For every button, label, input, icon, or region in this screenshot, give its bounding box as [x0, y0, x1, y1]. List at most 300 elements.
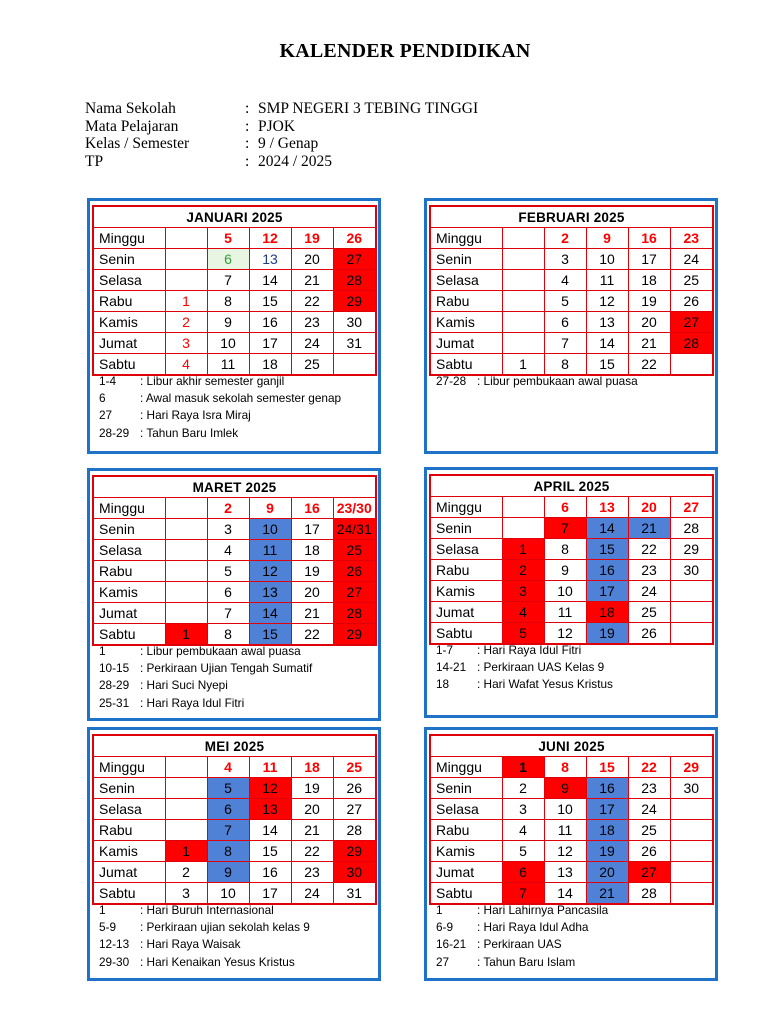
note-text: : Hari Lahirnya Pancasila: [477, 903, 609, 917]
week-row: [430, 518, 713, 539]
day-name: Rabu: [430, 560, 502, 581]
date-cell: 9: [544, 560, 586, 581]
date-cell: 25: [628, 602, 670, 623]
date-cell: 11: [207, 354, 249, 376]
note-text: : Libur pembukaan awal puasa: [140, 644, 301, 658]
date-cell: 2: [502, 778, 544, 799]
date-cell: 16: [291, 498, 333, 519]
date-cell: 3: [544, 249, 586, 270]
day-name: Jumat: [93, 862, 165, 883]
week-row: [93, 291, 376, 312]
week-row: [430, 291, 713, 312]
date-cell: 13: [544, 862, 586, 883]
month-notes: [436, 642, 716, 694]
date-cell: 8: [544, 354, 586, 376]
date-cell: [165, 540, 207, 561]
week-row: [93, 249, 376, 270]
info-label: TP: [85, 152, 104, 170]
date-cell: 31: [333, 883, 376, 905]
date-cell: 20: [586, 862, 628, 883]
week-row: [430, 333, 713, 354]
date-cell: 16: [249, 312, 291, 333]
date-cell: 4: [207, 540, 249, 561]
day-name: Kamis: [430, 581, 502, 602]
day-name: Selasa: [430, 799, 502, 820]
note-date: 1: [99, 644, 106, 658]
note-date: 18: [436, 677, 450, 692]
date-cell: 14: [586, 333, 628, 354]
note-text: : Perkiraan ujian sekolah kelas 9: [140, 920, 310, 935]
info-value: 9 / Genap: [258, 135, 319, 152]
date-cell: 10: [249, 519, 291, 540]
date-cell: 9: [544, 778, 586, 799]
date-cell: [670, 602, 713, 623]
week-row: [93, 862, 376, 883]
day-name: Sabtu: [430, 883, 502, 905]
date-cell: 6: [207, 582, 249, 603]
note-line: [436, 676, 716, 693]
date-cell: 11: [544, 820, 586, 841]
week-row: [430, 354, 713, 376]
note-text: : Tahun Baru Imlek: [140, 425, 239, 440]
day-name: Senin: [93, 249, 165, 270]
date-cell: 17: [586, 581, 628, 602]
date-cell: 18: [291, 757, 333, 778]
week-row: [93, 820, 376, 841]
date-cell: [670, 799, 713, 820]
date-cell: 23: [291, 862, 333, 883]
date-cell: 12: [544, 841, 586, 862]
date-cell: 13: [586, 312, 628, 333]
week-row: [430, 841, 713, 862]
week-row: [93, 228, 376, 249]
date-cell: 2: [207, 498, 249, 519]
date-cell: 10: [207, 333, 249, 354]
week-row: [430, 883, 713, 905]
date-cell: 9: [207, 312, 249, 333]
month-title: JANUARI 2025: [93, 206, 376, 228]
week-row: [430, 249, 713, 270]
date-cell: 21: [586, 883, 628, 905]
note-text: : Libur akhir semester ganjil: [140, 374, 285, 388]
date-cell: 19: [291, 561, 333, 582]
date-cell: 20: [291, 249, 333, 270]
month-june: [424, 727, 718, 981]
date-cell: 16: [249, 862, 291, 883]
date-cell: 19: [586, 623, 628, 645]
date-cell: 27: [670, 312, 713, 333]
date-cell: 7: [544, 333, 586, 354]
note-line: [99, 936, 379, 953]
note-date: 28-29: [99, 678, 130, 693]
info-value: 2024 / 2025: [258, 152, 333, 170]
note-date: 27-28: [436, 374, 467, 388]
date-cell: 15: [249, 291, 291, 312]
note-line: [99, 643, 379, 660]
date-cell: 25: [333, 540, 376, 561]
date-cell: 3: [165, 333, 207, 354]
month-title: MEI 2025: [93, 735, 376, 757]
date-cell: 23/30: [333, 498, 376, 519]
week-row: [430, 228, 713, 249]
day-name: Senin: [430, 518, 502, 539]
month-january: [87, 198, 381, 454]
date-cell: 10: [544, 581, 586, 602]
date-cell: 15: [249, 841, 291, 862]
note-text: : Hari Kenaikan Yesus Kristus: [140, 954, 295, 969]
date-cell: 26: [333, 778, 376, 799]
date-cell: [502, 228, 544, 249]
date-cell: 7: [207, 820, 249, 841]
day-name: Kamis: [93, 312, 165, 333]
note-text: : Hari Suci Nyepi: [140, 678, 228, 693]
date-cell: 4: [502, 602, 544, 623]
date-cell: 1: [165, 291, 207, 312]
date-cell: 15: [586, 757, 628, 778]
note-text: : Hari Raya Idul Fitri: [140, 695, 245, 710]
day-name: Minggu: [93, 757, 165, 778]
week-row: [430, 312, 713, 333]
info-separator: :: [245, 100, 250, 117]
date-cell: 4: [165, 354, 207, 376]
date-cell: 9: [207, 862, 249, 883]
date-cell: [165, 799, 207, 820]
day-name: Minggu: [430, 497, 502, 518]
info-row-school: [85, 100, 478, 118]
date-cell: 5: [502, 623, 544, 645]
day-name: Rabu: [93, 291, 165, 312]
note-date: 27: [436, 954, 450, 969]
date-cell: 19: [291, 228, 333, 249]
date-cell: [502, 270, 544, 291]
note-date: 29-30: [99, 954, 130, 969]
week-row: [430, 623, 713, 645]
date-cell: 2: [502, 560, 544, 581]
date-cell: [670, 862, 713, 883]
note-text: : Hari Raya Waisak: [140, 937, 241, 952]
date-cell: [502, 249, 544, 270]
date-cell: 23: [628, 778, 670, 799]
date-cell: 17: [586, 799, 628, 820]
date-cell: 2: [165, 862, 207, 883]
week-row: [430, 539, 713, 560]
date-cell: 5: [207, 228, 249, 249]
date-cell: 6: [544, 312, 586, 333]
day-name: Rabu: [93, 561, 165, 582]
date-cell: 5: [502, 841, 544, 862]
note-date: 6: [99, 391, 106, 406]
note-line: [99, 954, 379, 971]
note-text: : Tahun Baru Islam: [477, 954, 576, 969]
note-line: [99, 425, 379, 442]
date-cell: [165, 498, 207, 519]
week-row: [93, 519, 376, 540]
date-cell: 27: [670, 497, 713, 518]
date-cell: 8: [544, 539, 586, 560]
date-cell: 15: [586, 354, 628, 376]
info-row-class: [85, 135, 478, 153]
day-name: Rabu: [430, 820, 502, 841]
day-name: Senin: [430, 249, 502, 270]
note-line: [436, 373, 716, 390]
date-cell: 18: [586, 820, 628, 841]
day-name: Kamis: [93, 841, 165, 862]
date-cell: 22: [628, 354, 670, 376]
date-cell: 26: [333, 561, 376, 582]
day-name: Minggu: [430, 228, 502, 249]
day-name: Jumat: [93, 333, 165, 354]
date-cell: 11: [249, 757, 291, 778]
note-line: [436, 642, 716, 659]
date-cell: 27: [333, 582, 376, 603]
week-row: [93, 603, 376, 624]
date-cell: 26: [628, 623, 670, 645]
note-date: 14-21: [436, 660, 467, 675]
date-cell: 12: [544, 623, 586, 645]
date-cell: [670, 581, 713, 602]
date-cell: 17: [291, 519, 333, 540]
info-value: PJOK: [258, 117, 296, 135]
month-title: APRIL 2025: [430, 475, 713, 497]
date-cell: 12: [249, 228, 291, 249]
date-cell: 31: [333, 333, 376, 354]
date-cell: 20: [628, 497, 670, 518]
date-cell: 20: [291, 799, 333, 820]
week-row: [93, 561, 376, 582]
week-row: [430, 270, 713, 291]
calendar-table: [429, 205, 714, 376]
note-text: : Awal masuk sekolah semester genap: [140, 391, 342, 406]
day-name: Senin: [430, 778, 502, 799]
day-name: Kamis: [430, 312, 502, 333]
week-row: [430, 757, 713, 778]
date-cell: 5: [207, 561, 249, 582]
note-text: : Perkiraan UAS: [477, 937, 562, 952]
date-cell: 8: [207, 291, 249, 312]
date-cell: [670, 841, 713, 862]
day-name: Sabtu: [430, 623, 502, 645]
date-cell: 24: [628, 799, 670, 820]
date-cell: 27: [333, 799, 376, 820]
date-cell: 24: [291, 333, 333, 354]
date-cell: 28: [333, 820, 376, 841]
month-february: [424, 198, 718, 454]
date-cell: [502, 333, 544, 354]
week-row: [430, 581, 713, 602]
date-cell: 1: [165, 624, 207, 646]
day-name: Senin: [93, 519, 165, 540]
date-cell: 4: [502, 820, 544, 841]
date-cell: 25: [628, 820, 670, 841]
date-cell: 6: [544, 497, 586, 518]
date-cell: 11: [544, 602, 586, 623]
note-text: : Hari Raya Idul Adha: [477, 920, 589, 935]
calendar-table: [429, 734, 714, 905]
date-cell: 16: [628, 228, 670, 249]
date-cell: 8: [544, 757, 586, 778]
date-cell: [165, 820, 207, 841]
date-cell: [670, 820, 713, 841]
info-separator: :: [245, 117, 250, 135]
date-cell: 28: [333, 603, 376, 624]
note-text: : Hari Raya Isra Miraj: [140, 408, 251, 423]
date-cell: [165, 519, 207, 540]
week-row: [93, 841, 376, 862]
date-cell: [165, 228, 207, 249]
date-cell: 21: [628, 518, 670, 539]
day-name: Minggu: [93, 498, 165, 519]
month-notes: [436, 373, 716, 390]
info-label: Kelas / Semester: [85, 135, 190, 152]
note-date: 1: [99, 903, 106, 917]
date-cell: 14: [586, 518, 628, 539]
note-date: 10-15: [99, 661, 130, 676]
date-cell: 30: [333, 312, 376, 333]
date-cell: [165, 778, 207, 799]
date-cell: 11: [586, 270, 628, 291]
date-cell: 3: [207, 519, 249, 540]
day-name: Jumat: [430, 333, 502, 354]
calendar-table: [92, 205, 377, 376]
date-cell: 21: [291, 270, 333, 291]
date-cell: 24: [291, 883, 333, 905]
date-cell: 27: [628, 862, 670, 883]
month-title: FEBRUARI 2025: [430, 206, 713, 228]
week-row: [93, 778, 376, 799]
day-name: Rabu: [430, 291, 502, 312]
date-cell: 15: [586, 539, 628, 560]
week-row: [93, 582, 376, 603]
date-cell: [333, 354, 376, 376]
day-name: Selasa: [93, 540, 165, 561]
date-cell: 4: [207, 757, 249, 778]
day-name: Sabtu: [430, 354, 502, 376]
info-row-subject: [85, 118, 478, 136]
date-cell: 2: [544, 228, 586, 249]
date-cell: 3: [502, 581, 544, 602]
week-row: [430, 602, 713, 623]
date-cell: 22: [628, 539, 670, 560]
date-cell: 30: [670, 778, 713, 799]
date-cell: 18: [291, 540, 333, 561]
date-cell: 14: [544, 883, 586, 905]
date-cell: 24: [670, 249, 713, 270]
note-line: [99, 902, 379, 919]
note-line: [99, 695, 379, 712]
date-cell: 15: [249, 624, 291, 646]
date-cell: [670, 623, 713, 645]
date-cell: 7: [207, 603, 249, 624]
note-date: 1-7: [436, 643, 454, 657]
page-title: KALENDER PENDIDIKAN: [279, 40, 531, 62]
week-row: [93, 883, 376, 905]
date-cell: 21: [628, 333, 670, 354]
note-text: : Hari Raya Idul Fitri: [477, 643, 582, 657]
date-cell: 28: [628, 883, 670, 905]
note-date: 12-13: [99, 937, 130, 952]
date-cell: [502, 291, 544, 312]
date-cell: 26: [333, 228, 376, 249]
week-row: [93, 354, 376, 376]
month-notes: [99, 373, 379, 442]
date-cell: 12: [249, 561, 291, 582]
info-separator: :: [245, 135, 250, 152]
note-date: 27: [99, 408, 113, 423]
month-notes: [99, 643, 379, 712]
day-name: Sabtu: [93, 883, 165, 905]
date-cell: 29: [333, 624, 376, 646]
week-row: [93, 799, 376, 820]
date-cell: [502, 312, 544, 333]
date-cell: 5: [207, 778, 249, 799]
month-title: MARET 2025: [93, 476, 376, 498]
date-cell: 12: [249, 778, 291, 799]
note-line: [99, 373, 379, 390]
date-cell: 13: [249, 582, 291, 603]
note-text: : Perkiraan Ujian Tengah Sumatif: [140, 661, 313, 676]
week-row: [430, 778, 713, 799]
date-cell: 29: [670, 539, 713, 560]
date-cell: 25: [291, 354, 333, 376]
date-cell: [670, 883, 713, 905]
date-cell: 12: [586, 291, 628, 312]
date-cell: 25: [670, 270, 713, 291]
month-title: JUNI 2025: [430, 735, 713, 757]
date-cell: 13: [249, 799, 291, 820]
date-cell: 17: [249, 333, 291, 354]
date-cell: 24: [628, 581, 670, 602]
week-row: [430, 820, 713, 841]
month-notes: [436, 902, 716, 971]
day-name: Sabtu: [93, 624, 165, 646]
date-cell: 30: [670, 560, 713, 581]
note-line: [436, 919, 716, 936]
info-separator: :: [245, 152, 250, 170]
note-line: [436, 954, 716, 971]
date-cell: 3: [165, 883, 207, 905]
month-march: [87, 468, 381, 721]
date-cell: 22: [291, 291, 333, 312]
date-cell: 28: [670, 518, 713, 539]
date-cell: 20: [291, 582, 333, 603]
date-cell: [165, 270, 207, 291]
day-name: Minggu: [430, 757, 502, 778]
date-cell: 24/31: [333, 519, 376, 540]
date-cell: [165, 757, 207, 778]
date-cell: 7: [207, 270, 249, 291]
date-cell: 3: [502, 799, 544, 820]
date-cell: 23: [628, 560, 670, 581]
date-cell: 17: [628, 249, 670, 270]
week-row: [93, 312, 376, 333]
day-name: Jumat: [430, 862, 502, 883]
date-cell: 10: [586, 249, 628, 270]
date-cell: 17: [249, 883, 291, 905]
date-cell: [670, 354, 713, 376]
date-cell: 5: [544, 291, 586, 312]
date-cell: [165, 249, 207, 270]
week-row: [93, 540, 376, 561]
week-row: [430, 497, 713, 518]
month-may: [87, 727, 381, 981]
date-cell: 29: [333, 291, 376, 312]
note-line: [436, 659, 716, 676]
date-cell: 22: [291, 841, 333, 862]
note-line: [436, 936, 716, 953]
week-row: [430, 560, 713, 581]
date-cell: 19: [628, 291, 670, 312]
date-cell: 1: [165, 841, 207, 862]
